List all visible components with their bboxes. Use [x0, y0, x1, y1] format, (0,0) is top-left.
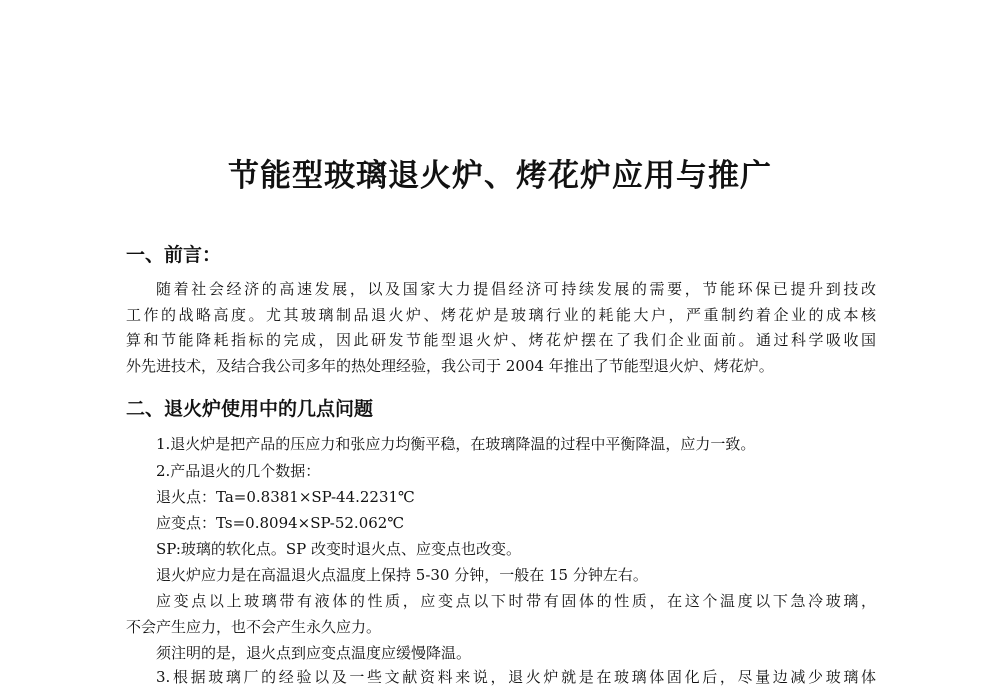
paragraph-line: 1.退火炉是把产品的压应力和张应力均衡平稳，在玻璃降温的过程中平衡降温，应力一致。 [156, 435, 756, 453]
paragraph-line: 3.根据玻璃厂的经验以及一些文献资料来说，退火炉就是在玻璃体固化后，尽量边减少玻璃体 [156, 668, 876, 686]
paragraph-line: SP:玻璃的软化点。SP 改变时退火点、应变点也改变。 [156, 540, 522, 558]
formula-annealing-point: 退火点：Ta=0.8381×SP-44.2231℃ [156, 488, 415, 506]
paragraph-line: 不会产生应力，也不会产生永久应力。 [126, 618, 382, 636]
paragraph-line: 算和节能降耗指标的完成，因此研发节能型退火炉、烤花炉摆在了我们企业面前。通过科学吸收国 [126, 331, 876, 349]
paragraph-line: 工作的战略高度。尤其玻璃制品退火炉、烤花炉是玻璃行业的耗能大户，严重制约着企业的成本核 [126, 306, 876, 324]
document-title: 节能型玻璃退火炉、烤花炉应用与推广 [228, 158, 772, 194]
paragraph-line: 外先进技术，及结合我公司多年的热处理经验，我公司于 2004 年推出了节能型退火炉、烤花炉。 [126, 357, 774, 375]
paragraph-line: 2.产品退火的几个数据： [156, 462, 321, 480]
paragraph-line: 退火炉应力是在高温退火点温度上保持 5-30 分钟，一般在 15 分钟左右。 [156, 566, 648, 584]
formula-strain-point: 应变点：Ts=0.8094×SP-52.062℃ [156, 514, 405, 532]
section-heading-annealing-issues: 二、退火炉使用中的几点问题 [126, 398, 374, 420]
paragraph-line: 须注明的是，退火点到应变点温度应缓慢降温。 [156, 644, 472, 662]
paragraph-line: 应变点以上玻璃带有液体的性质，应变点以下时带有固体的性质，在这个温度以下急冷玻璃， [156, 592, 876, 610]
paragraph-line: 随着社会经济的高速发展，以及国家大力提倡经济可持续发展的需要，节能环保已提升到技改 [156, 280, 876, 298]
section-heading-preface: 一、前言： [126, 244, 222, 266]
